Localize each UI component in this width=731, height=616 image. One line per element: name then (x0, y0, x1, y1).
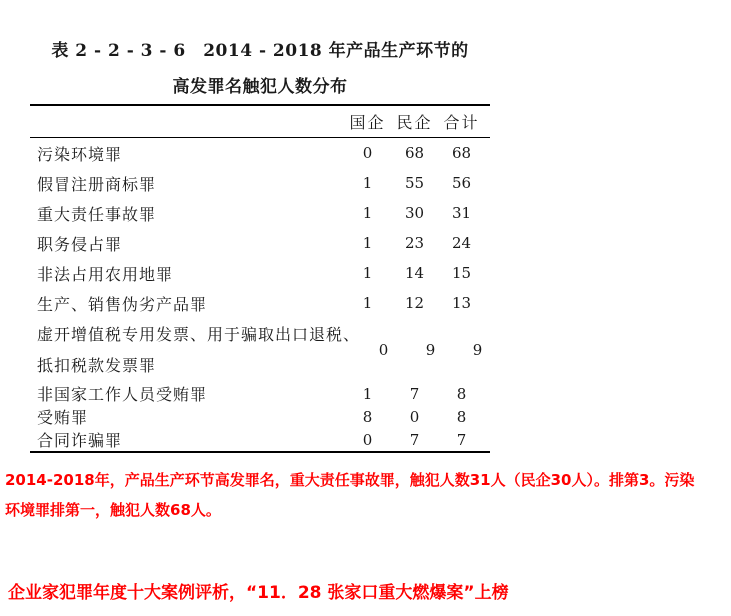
total-count: 56 (451, 174, 472, 192)
table-row (30, 198, 490, 228)
table-title-line1: 表 2 - 2 - 3 - 6 2014 - 2018 年产品生产环节的 (51, 41, 469, 61)
poe-count: 9 (425, 341, 436, 359)
row-label: 受贿罪 (37, 408, 89, 427)
total-count: 8 (456, 407, 467, 426)
summary-line2: 环境罪排第一，触犯人数68人。 (5, 501, 221, 519)
table-row (30, 405, 490, 428)
soe-count: 0 (362, 430, 373, 449)
total-count: 68 (451, 144, 472, 162)
total-count: 9 (472, 341, 483, 359)
poe-count: 12 (404, 294, 425, 312)
table-row (30, 428, 490, 451)
row-label: 合同诈骗罪 (37, 431, 123, 450)
soe-count: 1 (362, 204, 373, 222)
total-count: 15 (451, 264, 472, 282)
total-count: 13 (451, 294, 472, 312)
soe-count: 1 (362, 294, 373, 312)
table-row (30, 168, 490, 198)
case-review-headline: 企业家犯罪年度十大案例评析，“11．28 张家口重大燃爆案”上榜 (8, 583, 509, 603)
row-label: 职务侵占罪 (37, 234, 123, 254)
header-poe: 民企 (396, 113, 433, 132)
header-total: 合计 (443, 113, 480, 132)
table-row (30, 318, 490, 382)
poe-count: 30 (404, 204, 425, 222)
table-title-line2: 高发罪名触犯人数分布 (172, 77, 348, 97)
poe-count: 68 (404, 144, 425, 162)
soe-count: 1 (362, 174, 373, 192)
total-count: 31 (451, 204, 472, 222)
row-label: 假冒注册商标罪 (37, 174, 157, 194)
table-row (30, 138, 490, 168)
row-label: 重大责任事故罪 (37, 204, 157, 224)
summary-annotation (5, 465, 731, 525)
poe-count: 23 (404, 234, 425, 252)
row-label: 非法占用农用地罪 (37, 264, 174, 284)
table-row (30, 382, 490, 405)
soe-count: 1 (362, 384, 373, 403)
table-row (30, 228, 490, 258)
poe-count: 0 (409, 407, 420, 426)
row-label (30, 319, 360, 381)
soe-count: 8 (362, 407, 373, 426)
table-row (30, 288, 490, 318)
row-label: 污染环境罪 (37, 144, 123, 164)
table-row (30, 258, 490, 288)
soe-count: 0 (362, 144, 373, 162)
total-count: 24 (451, 234, 472, 252)
soe-count: 1 (362, 264, 373, 282)
soe-count: 0 (378, 341, 389, 359)
row-label: 非国家工作人员受贿罪 (37, 385, 208, 404)
row-label-line2: 抵扣税款发票罪 (37, 356, 157, 375)
total-count: 7 (456, 430, 467, 449)
poe-count: 55 (404, 174, 425, 192)
row-label-line1: 虚开增值税专用发票、用于骗取出口退税、 (37, 325, 361, 344)
soe-count: 1 (362, 234, 373, 252)
crime-count-table (30, 104, 490, 453)
poe-count: 7 (409, 430, 420, 449)
poe-count: 7 (409, 384, 420, 403)
row-label: 生产、销售伪劣产品罪 (37, 294, 208, 314)
summary-line1: 2014-2018年，产品生产环节高发罪名，重大责任事故罪，触犯人数31人（民企30人）。排第3。污染 (5, 471, 695, 489)
header-soe: 国企 (349, 113, 386, 132)
poe-count: 14 (404, 264, 425, 282)
total-count: 8 (456, 384, 467, 403)
table-header-row (30, 106, 490, 138)
